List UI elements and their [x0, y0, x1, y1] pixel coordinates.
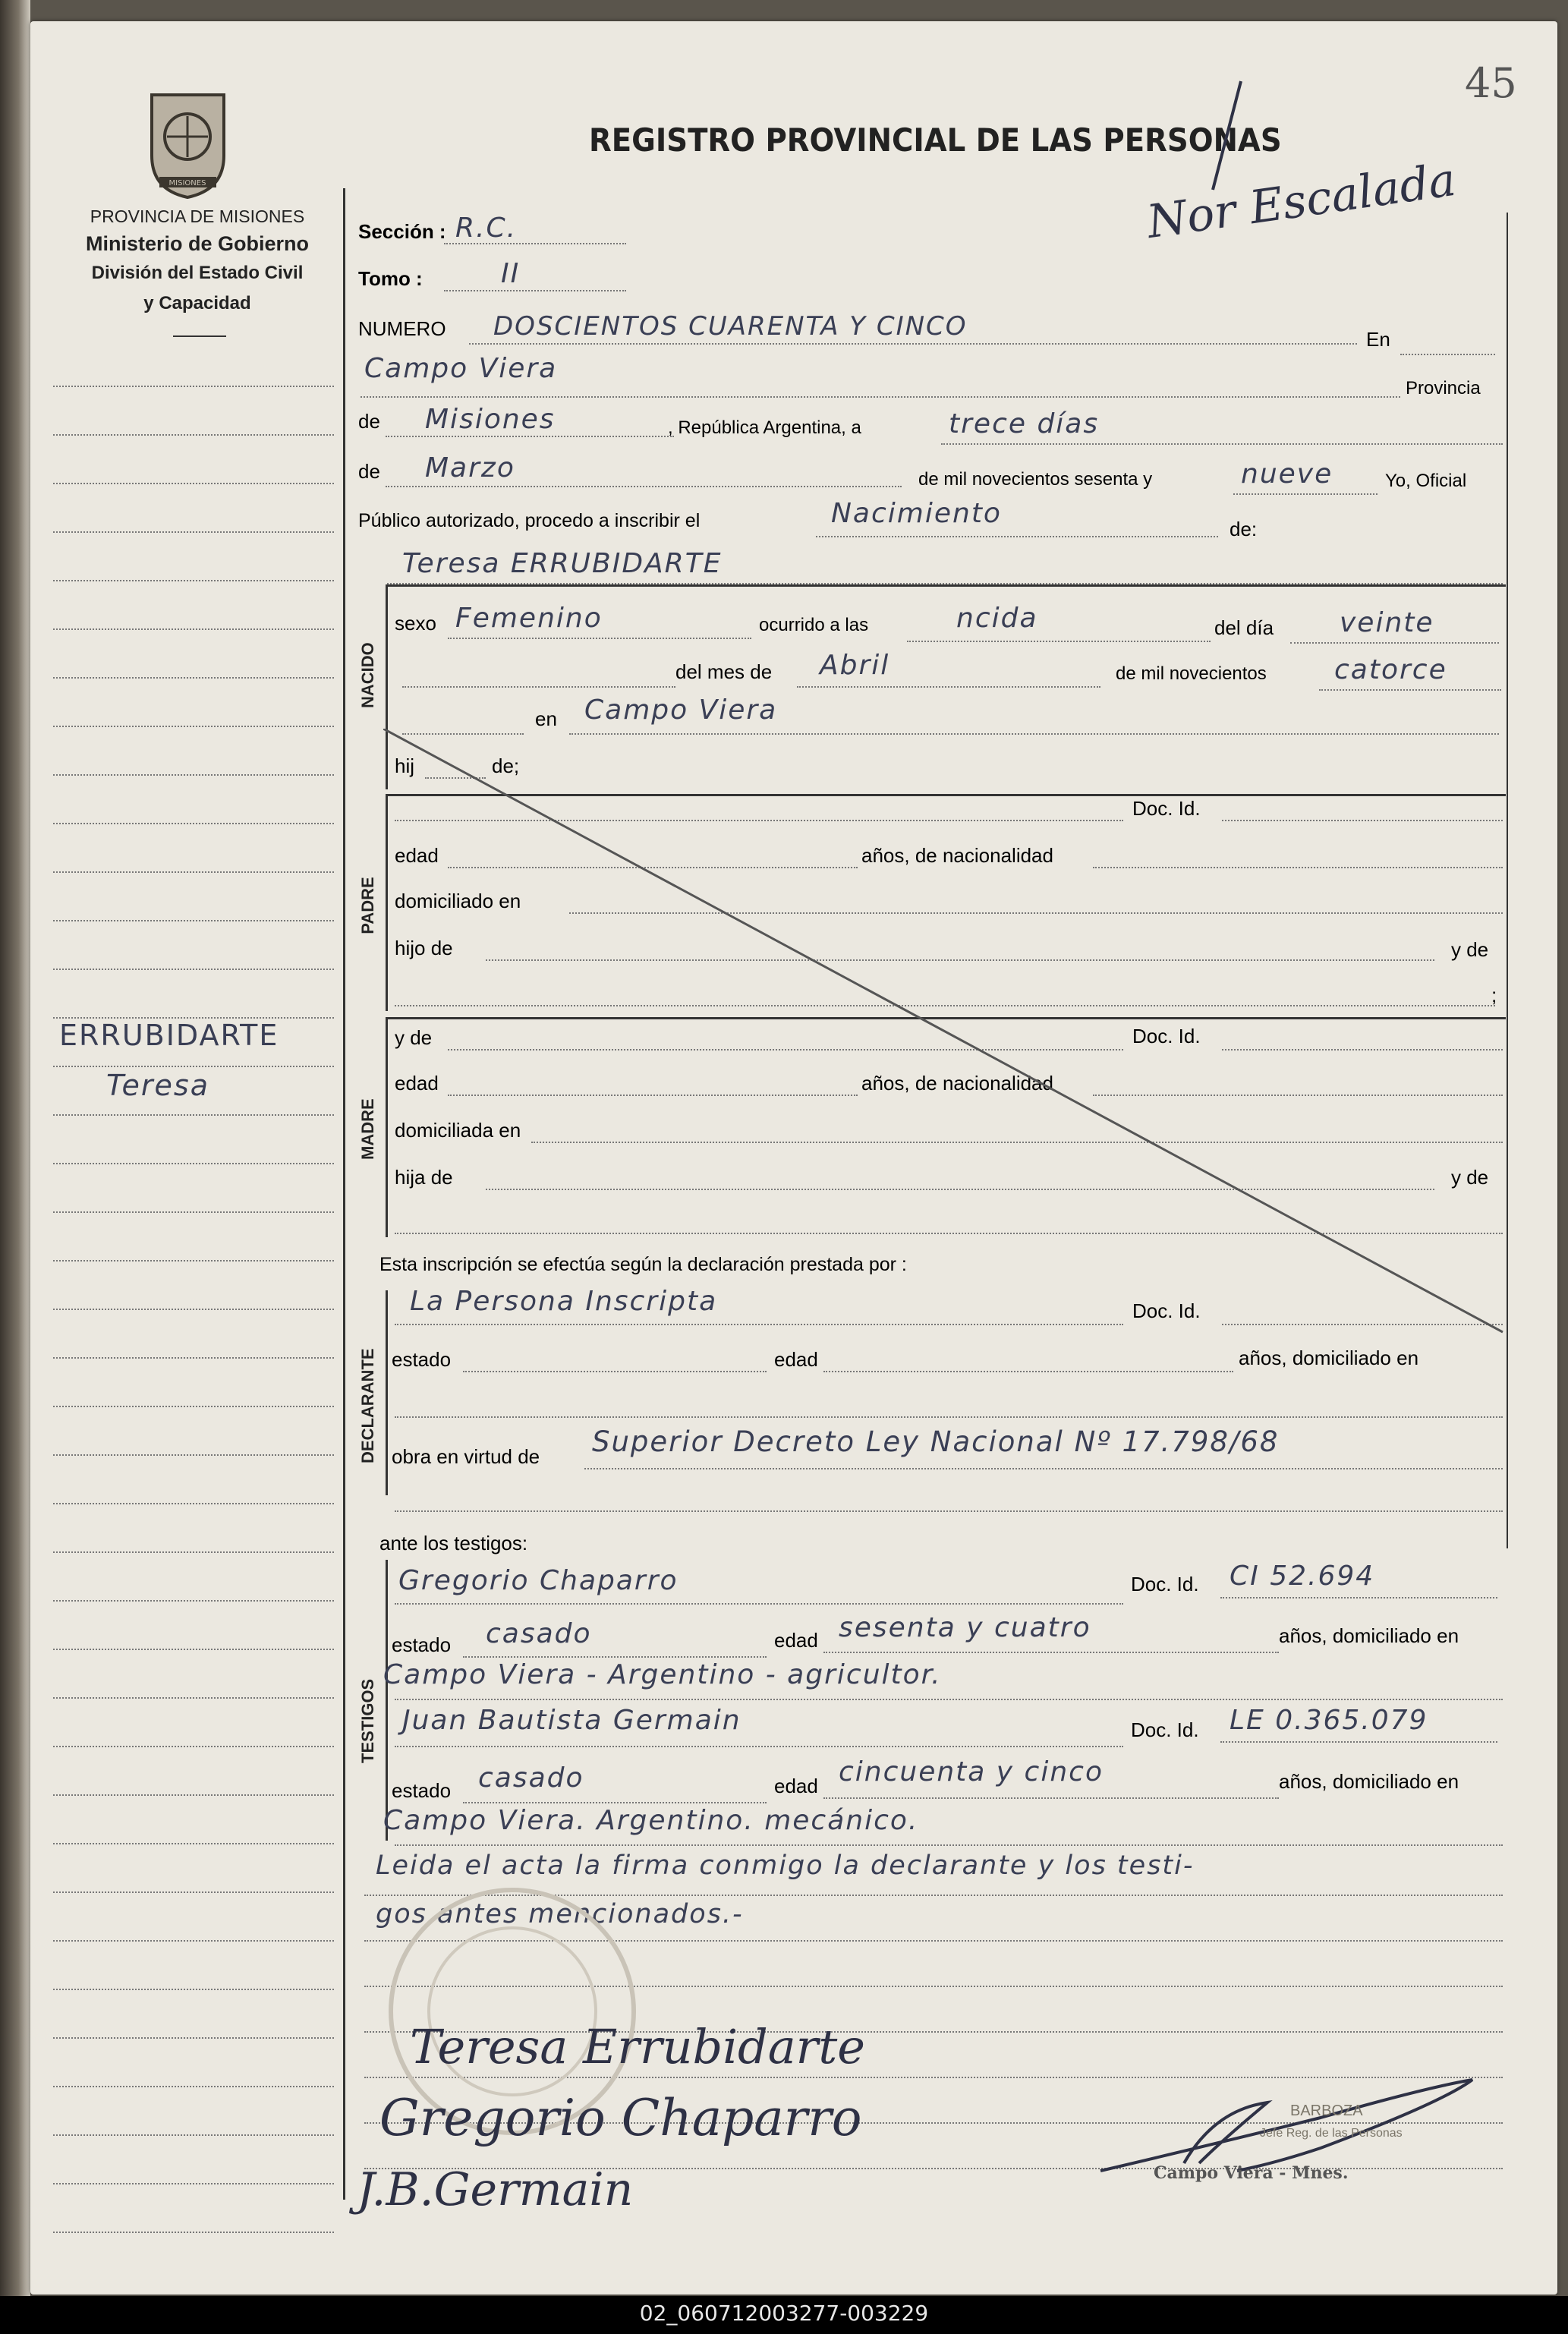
testigos-rule [386, 1560, 388, 1841]
publico-label: Público autorizado, procedo a inscribir el [358, 510, 701, 531]
declarante-doc-label: Doc. Id. [1132, 1299, 1201, 1322]
oficial-label: Yo, Oficial [1385, 471, 1467, 491]
padre-yde-label: y de [1451, 938, 1489, 961]
testigo2-domicilio: Campo Viera. Argentino. mecánico. [383, 1805, 919, 1836]
padre-edad-label: edad [395, 844, 439, 867]
side-declarante: DECLARANTE [358, 1348, 377, 1463]
day-value: trece días [949, 408, 1100, 439]
madre-doc-label: Doc. Id. [1132, 1025, 1201, 1047]
madre-yde-label: y de [395, 1026, 433, 1049]
de3-label: de; [492, 754, 520, 777]
divider [173, 335, 226, 337]
side-padre: PADRE [358, 877, 377, 934]
testigo1-name: Gregorio Chaparro [398, 1565, 679, 1596]
testigo1-edad: sesenta y cuatro [839, 1612, 1091, 1643]
testigo1-doc: CI 52.694 [1230, 1561, 1375, 1592]
cancel-diagonal-line [383, 729, 1507, 1336]
obra-label: obra en virtud de [392, 1445, 540, 1468]
province-value: Misiones [425, 404, 556, 435]
numero-value: DOSCIENTOS CUARENTA Y CINCO [493, 311, 968, 342]
page-number: 45 [1465, 59, 1517, 107]
main-rule [343, 188, 345, 2200]
en-label: En [1366, 328, 1390, 351]
declarante-dom-label: años, domiciliado en [1239, 1347, 1419, 1369]
madre-edad-label: edad [395, 1072, 439, 1095]
testigo1-domicilio: Campo Viera - Argentino - agricultor. [383, 1659, 942, 1690]
side-nacido: NACIDO [358, 642, 377, 708]
division-label-2: y Capacidad [143, 293, 251, 313]
side-madre: MADRE [358, 1098, 377, 1160]
tomo-value: II [501, 258, 521, 289]
coat-of-arms-icon [137, 87, 239, 201]
del-mes-label: del mes de [675, 660, 773, 683]
declarante-edad-label: edad [774, 1348, 818, 1371]
testigo2-edad: cincuenta y cinco [839, 1756, 1104, 1788]
testigo1-estado-label: estado [392, 1633, 452, 1656]
declarante-estado-label: estado [392, 1348, 452, 1371]
closing-line-2: gos antes mencionados.- [376, 1899, 744, 1929]
signature-witness-2: J.B.Germain [357, 2163, 634, 2216]
en2-label: en [535, 707, 557, 730]
obra-value: Superior Decreto Ley Nacional Nº 17.798/68 [592, 1425, 1280, 1458]
testigo1-doc-label: Doc. Id. [1131, 1573, 1199, 1595]
book-spine [0, 0, 30, 2334]
testigo1-dom-label: años, domiciliado en [1279, 1624, 1459, 1647]
document-title: REGISTRO PROVINCIAL DE LAS PERSONAS [589, 121, 1282, 159]
signature-top-slash [1207, 80, 1245, 194]
margin-surname: ERRUBIDARTE [59, 1019, 279, 1052]
place-value: Campo Viera [364, 353, 558, 384]
madre-hija-label: hija de [395, 1166, 453, 1189]
mes-value: Abril [820, 650, 890, 681]
nacido-top-rule [386, 584, 1506, 587]
testigo2-doc-label: Doc. Id. [1131, 1718, 1199, 1741]
padre-semicolon: ; [1491, 984, 1497, 1006]
lugar-value: Campo Viera [584, 695, 778, 726]
svg-text:MISIONES: MISIONES [168, 179, 206, 187]
republica-label: , República Argentina, a [668, 417, 861, 438]
padre-nac-label: años, de nacionalidad [861, 844, 1053, 867]
year-value: nueve [1241, 458, 1333, 490]
side-testigos: TESTIGOS [358, 1678, 377, 1763]
testigo1-estado: casado [486, 1618, 592, 1649]
declaracion-label: Esta inscripción se efectúa según la declaración prestada por : [379, 1254, 907, 1275]
ocurrido-label: ocurrido a las [759, 615, 869, 635]
testigo2-dom-label: años, domiciliado en [1279, 1770, 1459, 1793]
sexo-label: sexo [395, 612, 436, 635]
testigo2-name: Juan Bautista Germain [402, 1705, 741, 1736]
tomo-label: Tomo : [358, 267, 423, 290]
de-label-2: de [358, 460, 380, 483]
testigo2-estado: casado [478, 1762, 584, 1794]
sexo-value: Femenino [455, 603, 603, 634]
provincia-label: Provincia [1406, 378, 1481, 398]
de-label: de [358, 410, 380, 433]
official-stamp-line-2: Jefe Reg. de las Personas [1260, 2127, 1403, 2140]
person-name: Teresa ERRUBIDARTE [402, 548, 723, 579]
madre-nac-label: años, de nacionalidad [861, 1072, 1053, 1095]
padre-dom-label: domiciliado en [395, 890, 521, 912]
dia-value: veinte [1340, 607, 1434, 638]
margin-given-name: Teresa [106, 1069, 209, 1102]
signature-registrant: Teresa Errubidarte [410, 2019, 865, 2074]
mil-label: de mil novecientos sesenta y [918, 469, 1153, 490]
barcode-text: 02_060712003277-003229 [639, 2301, 929, 2326]
signature-witness-1: Gregorio Chaparro [379, 2089, 862, 2147]
mil2-label: de mil novecientos [1116, 663, 1267, 684]
division-label: División del Estado Civil [91, 263, 304, 283]
madre-yde2-label: y de [1451, 1166, 1489, 1189]
testigos-label: ante los testigos: [379, 1532, 528, 1554]
seccion-label: Sección : [358, 220, 446, 243]
month-value: Marzo [425, 452, 515, 483]
testigo2-edad-label: edad [774, 1775, 818, 1797]
official-stamp-line-1: BARBOZA [1290, 2102, 1363, 2119]
signature-top-right: Nor Escalada [1144, 153, 1459, 250]
closing-line-1: Leida el acta la firma conmigo la declarante y los testi- [376, 1851, 1195, 1881]
numero-label: NUMERO [358, 317, 446, 340]
seccion-value: R.C. [455, 213, 518, 244]
de2-label: de: [1230, 518, 1258, 540]
padre-doc-label: Doc. Id. [1132, 797, 1201, 820]
testigo1-edad-label: edad [774, 1629, 818, 1652]
ministry-label: Ministerio de Gobierno [85, 232, 310, 255]
declarante-value: La Persona Inscripta [410, 1286, 718, 1317]
province-label: PROVINCIA DE MISIONES [90, 206, 305, 226]
hora-value: ncida [956, 603, 1038, 634]
testigo2-doc: LE 0.365.079 [1230, 1705, 1428, 1736]
act-value: Nacimiento [831, 498, 1002, 529]
padre-hijo-label: hijo de [395, 937, 453, 959]
del-dia-label: del día [1214, 616, 1274, 639]
anio-value: catorce [1334, 654, 1447, 685]
official-stamp-line-3: Campo Viera - Mnes. [1154, 2163, 1349, 2183]
hij-label: hij [395, 754, 415, 777]
madre-dom-label: domiciliada en [395, 1119, 521, 1142]
testigo2-estado-label: estado [392, 1779, 452, 1802]
right-rule [1507, 213, 1508, 1548]
